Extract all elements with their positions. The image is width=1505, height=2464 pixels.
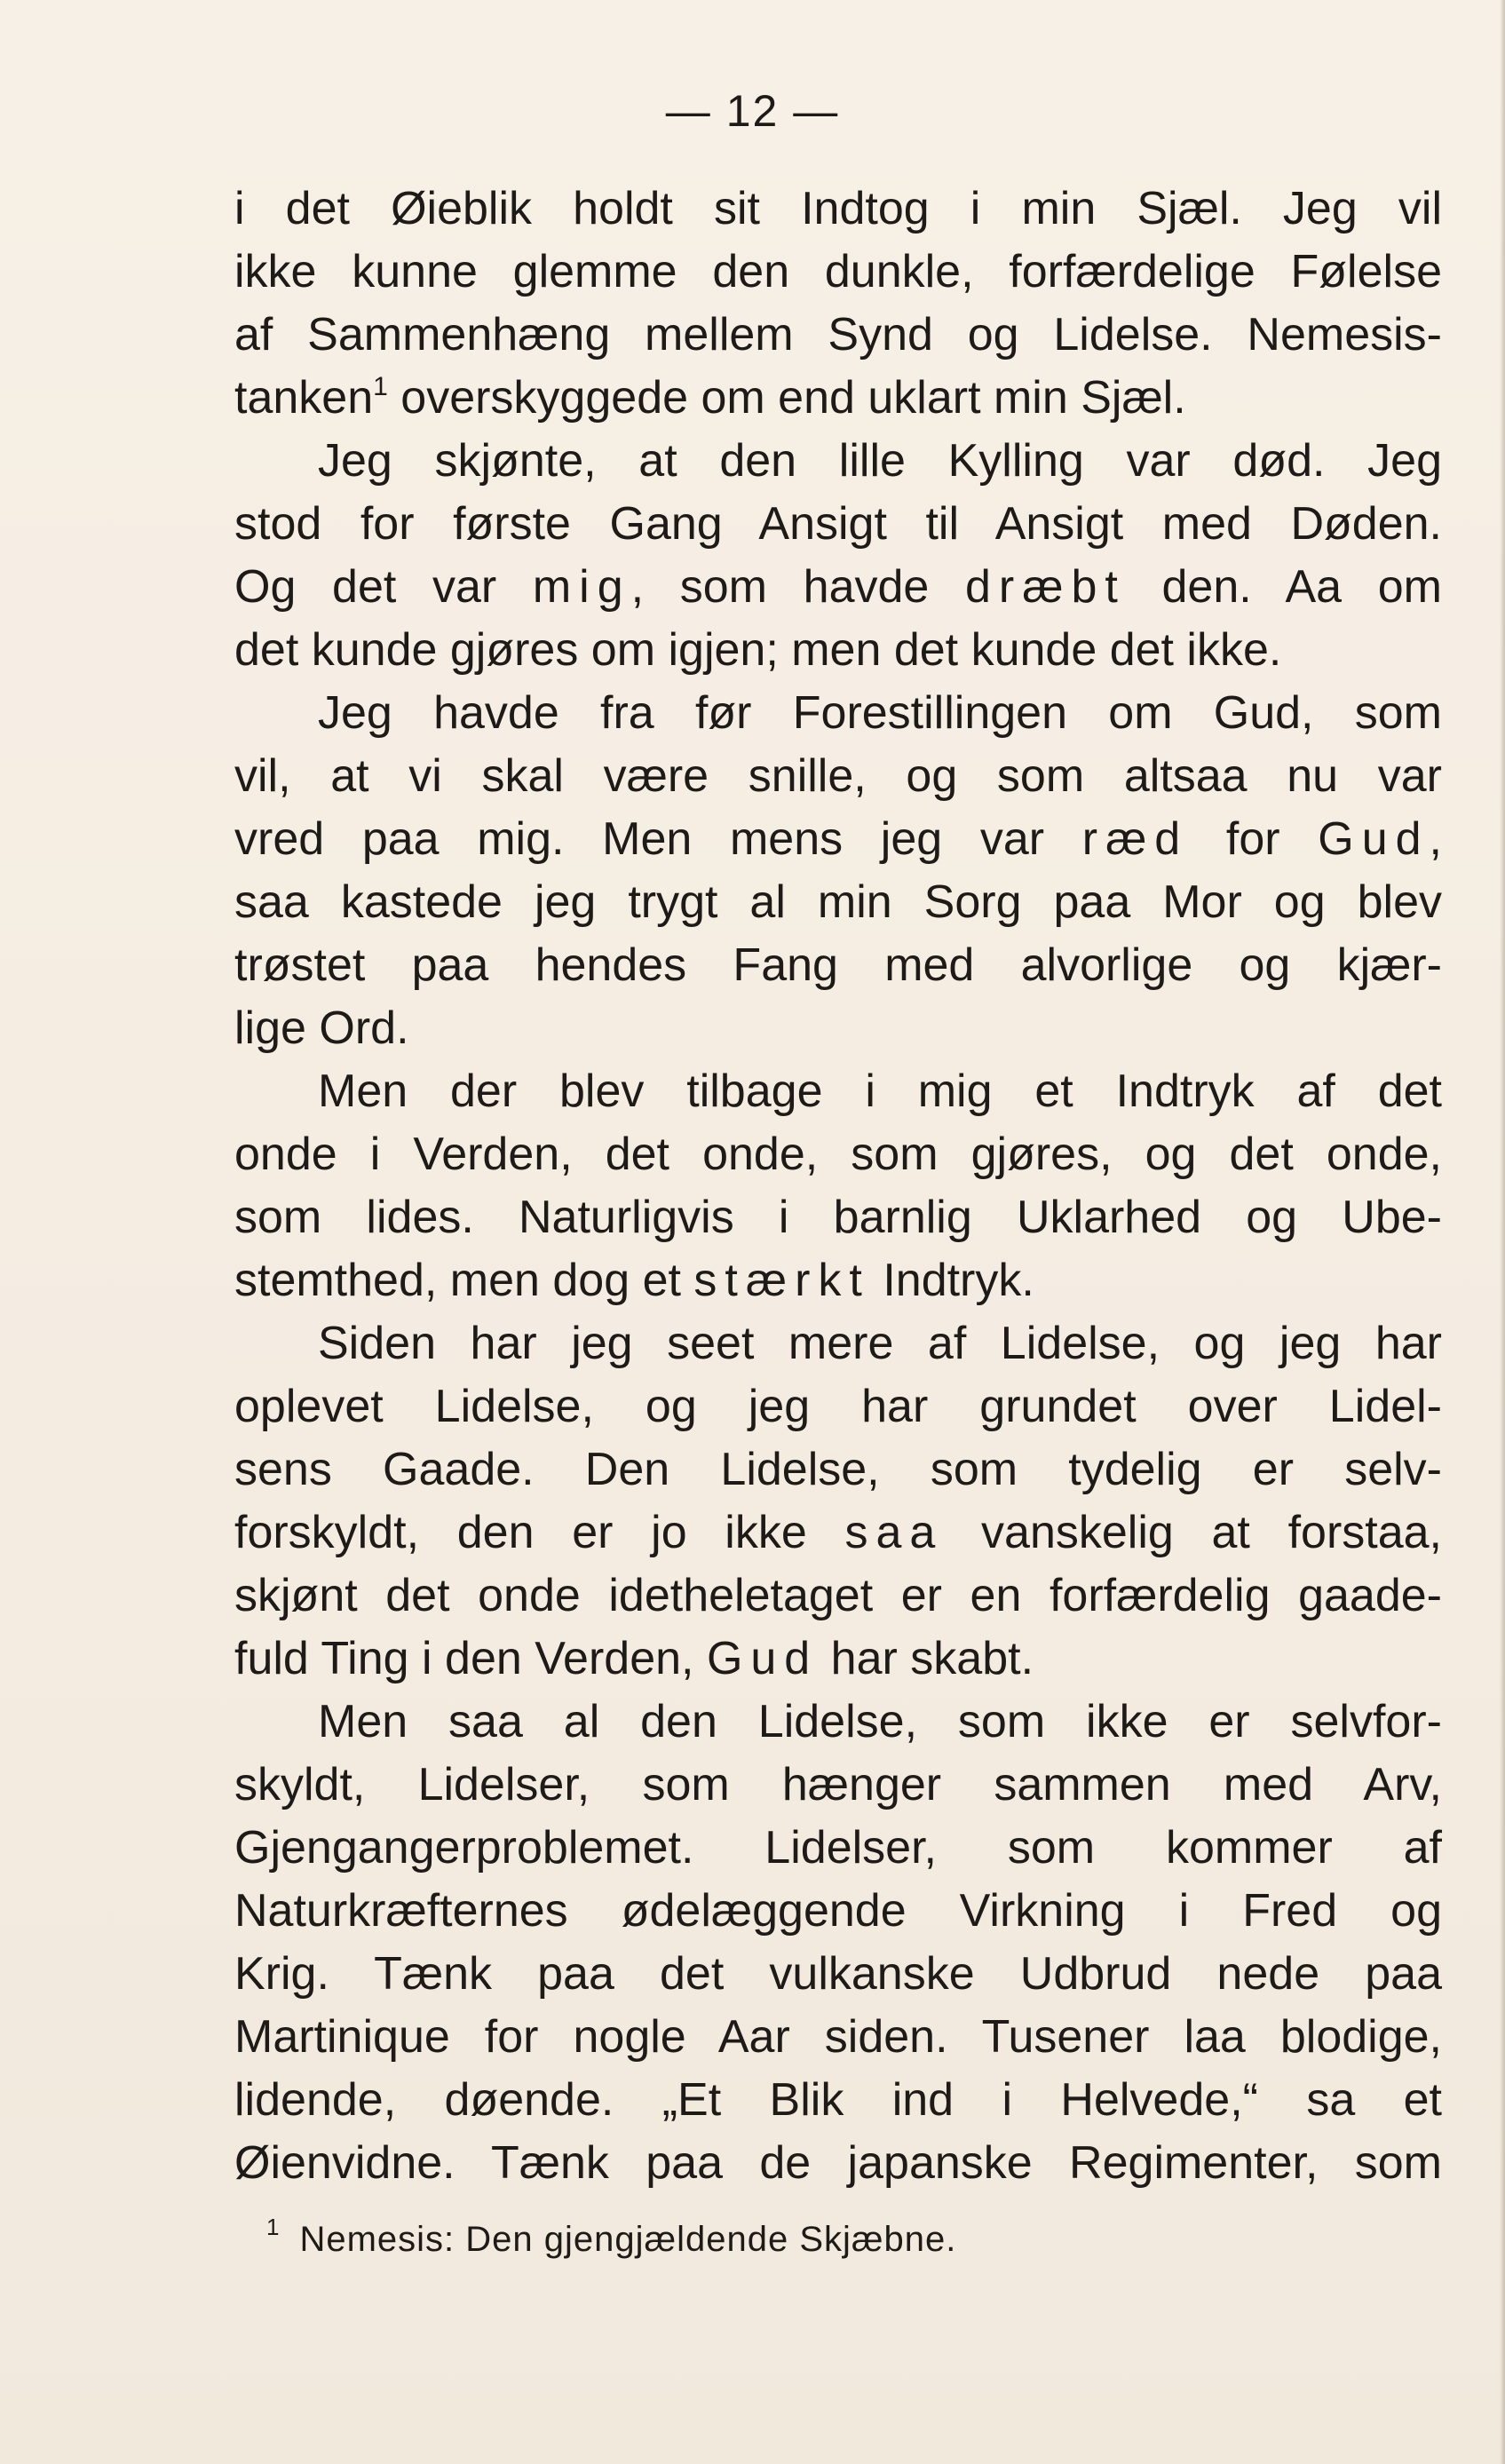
text-fragment: tanken <box>234 372 374 424</box>
text-line: oplevet Lidelse, og jeg har grundet over Lidel- <box>234 1381 1442 1432</box>
text-fragment: stemthed, men dog et <box>234 1255 694 1306</box>
text-line: skyldt, Lidelser, som hænger sammen med Arv, <box>234 1759 1442 1810</box>
text-line <box>234 1249 1442 1312</box>
emphasis-spaced: saa <box>844 1507 944 1558</box>
text-line: stod for første Gang Ansigt til Ansigt med Døden. <box>234 498 1442 550</box>
text-fragment: har skabt. <box>818 1633 1034 1684</box>
text-line: Siden har jeg seet mere af Lidelse, og jeg har <box>318 1318 1442 1369</box>
footnote-marker: 1 <box>373 372 388 401</box>
text-line <box>234 1501 1442 1565</box>
text-line: Jeg havde fra før Forestillingen om Gud, som <box>318 687 1442 739</box>
emphasis-spaced: Gud <box>706 1633 819 1684</box>
text-fragment: den. Aa om <box>1125 561 1442 613</box>
text-fragment: for <box>1188 813 1319 865</box>
emphasis-spaced: Gud <box>1318 813 1430 865</box>
text-line: Øienvidne. Tænk paa de japanske Regimenter, som <box>234 2137 1442 2189</box>
text-line: Krig. Tænk paa det vulkanske Udbrud nede paa <box>234 1948 1442 2000</box>
footnote-number: 1 <box>266 2214 281 2240</box>
text-fragment: , <box>1429 813 1442 865</box>
text-line: Naturkræfternes ødelæggende Virkning i Fred og <box>234 1885 1442 1937</box>
page-edge <box>1500 0 1505 2464</box>
text-line: vil, at vi skal være snille, og som altsaa nu var <box>234 750 1442 802</box>
text-line: lige Ord. <box>234 1002 409 1054</box>
text-fragment: Og det var <box>234 561 533 613</box>
text-line: i det Øieblik holdt sit Indtog i min Sjæl. Jeg vil <box>234 183 1442 234</box>
text-fragment: overskyggede om end uklart min Sjæl. <box>387 372 1186 424</box>
text-fragment: , som havde <box>630 561 965 613</box>
text-line: Jeg skjønte, at den lille Kylling var død. Jeg <box>318 435 1442 487</box>
text-line: af Sammenhæng mellem Synd og Lidelse. Nemesis- <box>234 309 1442 360</box>
text-line <box>234 556 1442 619</box>
emphasis-spaced: stærkt <box>693 1255 870 1306</box>
emphasis-spaced: ræd <box>1081 813 1189 865</box>
page-number: — 12 — <box>665 86 840 136</box>
text-line <box>234 1628 1442 1691</box>
text-line: som lides. Naturligvis i barnlig Uklarhed og Ube- <box>234 1192 1442 1243</box>
text-line: Men saa al den Lidelse, som ikke er selvfor- <box>318 1696 1442 1747</box>
text-fragment: fuld Ting i den Verden, <box>234 1633 707 1684</box>
text-fragment: vanskelig at forstaa, <box>943 1507 1442 1558</box>
text-fragment: forskyldt, den er jo ikke <box>234 1507 845 1558</box>
footnote-text: Nemesis: Den gjengjældende Skjæbne. <box>299 2220 957 2259</box>
text-line: saa kastede jeg trygt al min Sorg paa Mor og blev <box>234 876 1442 928</box>
text-line <box>234 367 1442 430</box>
text-line: ikke kunne glemme den dunkle, forfærdelige Følelse <box>234 246 1442 297</box>
text-fragment: Indtryk. <box>869 1255 1034 1306</box>
text-line: sens Gaade. Den Lidelse, som tydelig er selv- <box>234 1444 1442 1495</box>
text-line: onde i Verden, det onde, som gjøres, og det onde, <box>234 1129 1442 1180</box>
footnote <box>266 2214 957 2260</box>
emphasis-spaced: mig <box>532 561 631 613</box>
text-line: Gjengangerproblemet. Lidelser, som kommer af <box>234 1822 1442 1874</box>
emphasis-spaced: dræbt <box>965 561 1126 613</box>
text-line: Martinique for nogle Aar siden. Tusener laa blodige, <box>234 2011 1442 2063</box>
body-text <box>234 178 1442 2195</box>
text-line <box>234 808 1442 871</box>
text-line: lidende, døende. „Et Blik ind i Helvede,“ sa et <box>234 2074 1442 2126</box>
text-line: det kunde gjøres om igjen; men det kunde det ikke. <box>234 624 1282 676</box>
text-fragment: vred paa mig. Men mens jeg var <box>234 813 1082 865</box>
text-line: Men der blev tilbage i mig et Indtryk af det <box>318 1066 1442 1117</box>
text-line: trøstet paa hendes Fang med alvorlige og kjær- <box>234 939 1442 991</box>
text-line: skjønt det onde idetheletaget er en forfærdelig gaade- <box>234 1570 1442 1621</box>
